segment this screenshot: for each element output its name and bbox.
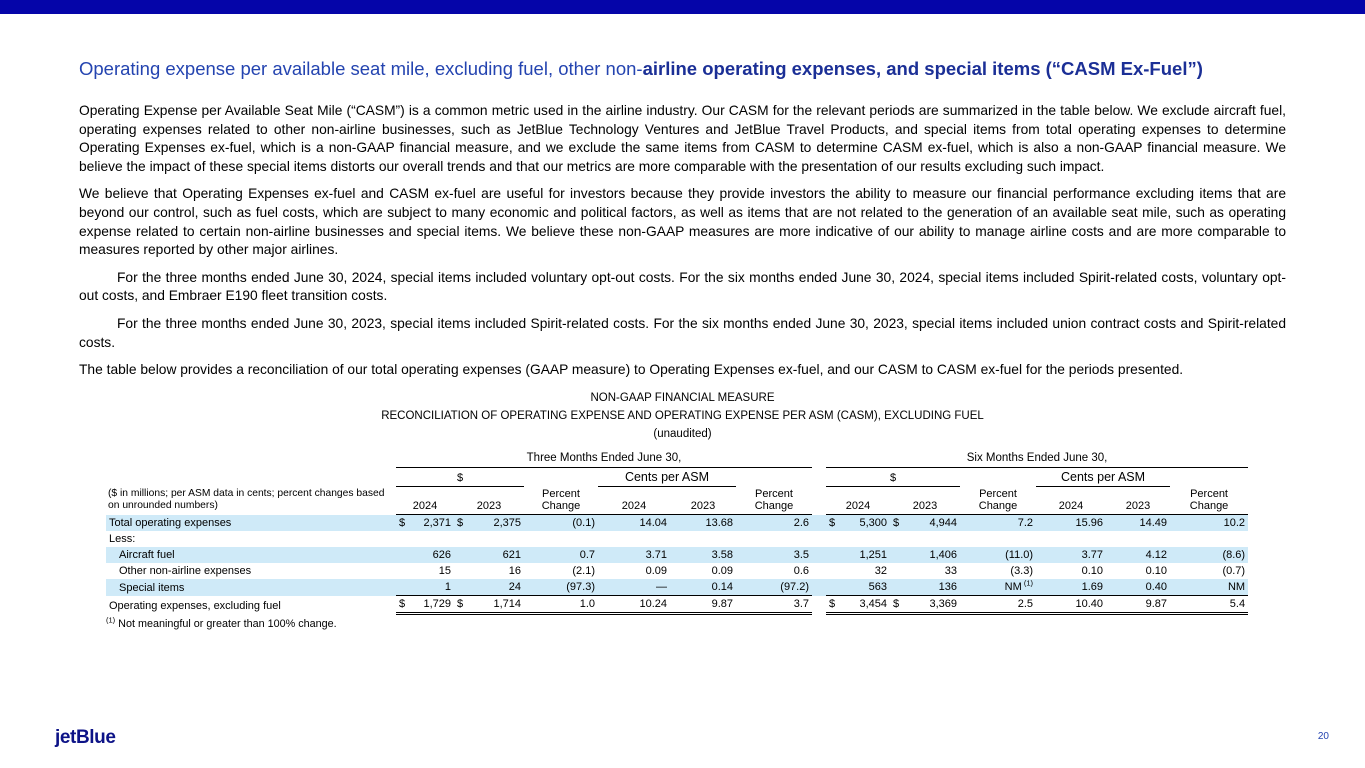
table-row	[106, 531, 1248, 547]
cell-number: 16	[508, 565, 521, 578]
group-gap	[812, 467, 826, 486]
currency-symbol: $	[457, 598, 464, 611]
col-header-2023: 2023	[454, 486, 524, 515]
cell-value	[826, 596, 890, 614]
cell-number: 24	[508, 581, 521, 594]
cell-number: 1.69	[1081, 581, 1104, 594]
row-label: Total operating expenses	[106, 515, 396, 532]
cell-value	[826, 515, 890, 532]
cell-number: NM $^{(1)}$	[1004, 578, 1034, 594]
cell-value	[598, 563, 670, 579]
cell-value	[524, 515, 598, 532]
cell-number: 3.71	[645, 549, 667, 562]
subheader-cents-per-asm: Cents per ASM	[1036, 467, 1170, 486]
row-label: Other non-airline expenses	[119, 565, 252, 578]
cell-value	[454, 547, 524, 563]
col-header-2024: 2024	[826, 486, 890, 515]
group-gap	[812, 486, 826, 515]
cell-value	[396, 596, 454, 614]
cell-number: 5.4	[1229, 598, 1246, 611]
cell-value	[736, 579, 812, 596]
cell-value	[524, 596, 598, 614]
cell-number: 1,714	[493, 598, 521, 611]
cell-number: 563	[868, 581, 888, 594]
cell-value	[960, 579, 1036, 596]
cell-number: 0.7	[579, 549, 595, 562]
cell-number: (11.0)	[1005, 549, 1034, 562]
table-title-line1: NON-GAAP FINANCIAL MEASURE	[590, 391, 775, 404]
cell-value	[598, 596, 670, 614]
table-header	[106, 450, 1248, 515]
cell-number: 3,454	[859, 598, 888, 611]
currency-symbol: $	[399, 598, 406, 611]
cell-value	[736, 596, 812, 614]
cell-value	[826, 563, 890, 579]
cell-value	[736, 563, 812, 579]
cell-number: 2,371	[423, 517, 451, 530]
cell-value	[1036, 596, 1106, 614]
cell-number: 33	[944, 565, 958, 578]
cell-number: (97.3)	[566, 581, 595, 594]
col-header-2024: 2024	[1036, 486, 1106, 515]
body-paragraph-4: For the three months ended June 30, 2023, special items included Spirit-related costs. For the six months ended June 30, 2023, special items included union contract costs and Spirit-related costs.	[79, 315, 1286, 350]
cell-number: 0.09	[711, 565, 733, 578]
body-paragraph-5: The table below provides a reconciliation of our total operating expenses (GAAP measure) to Operating Expenses ex-fuel, and our CASM to CASM ex-fuel for the periods presented.	[79, 362, 1184, 378]
group-gap	[812, 596, 826, 614]
cell-number: 0.09	[645, 565, 667, 578]
currency-symbol: $	[457, 517, 464, 530]
cell-number: 0.14	[711, 581, 733, 594]
cell-value	[890, 596, 960, 614]
cell-number: 3.5	[793, 549, 810, 562]
cell-number: 621	[502, 549, 521, 562]
group-gap	[812, 515, 826, 532]
page-number: 20	[1317, 731, 1329, 742]
currency-symbol: $	[399, 517, 406, 530]
cell-value	[890, 515, 960, 532]
cell-number: 136	[938, 581, 958, 594]
col-header-percent-change: Percent Change	[1170, 486, 1248, 515]
cell-number: 3.7	[793, 598, 810, 611]
cell-value	[396, 547, 454, 563]
cell-value	[736, 547, 812, 563]
cell-number: 4.12	[1145, 549, 1168, 562]
cell-number: 3.77	[1081, 549, 1104, 562]
table-row	[106, 547, 1248, 563]
row-label: Less:	[109, 533, 136, 546]
currency-symbol: $	[893, 517, 900, 530]
cell-value	[960, 596, 1036, 614]
cell-number: 10.40	[1075, 598, 1104, 611]
cell-number: 4,944	[929, 517, 958, 530]
col-header-2024: 2024	[598, 486, 670, 515]
cell-value	[670, 547, 736, 563]
cell-number: NM	[1227, 581, 1246, 594]
row-label: Operating expenses, excluding fuel	[109, 599, 281, 612]
body-paragraph-2: We believe that Operating Expenses ex-fuel and CASM ex-fuel are useful for investors because they provide investors the ability to measure our financial performance excluding items that are beyond our control, such as fuel costs, which are subject to many economic and political factors, as well as items that are not related to the generation of an available seat mile, such as operating expense related to certain non-airline businesses and special items. We believe these non-GAAP measures are more indicative of our ability to manage airline costs and are more comparable to measures reported by other major airlines.	[79, 186, 1286, 258]
subheader-dollar: $	[396, 467, 524, 486]
cell-value	[1106, 547, 1170, 563]
cell-number: 5,300	[859, 517, 888, 530]
table-row	[106, 563, 1248, 579]
cell-value	[396, 579, 454, 596]
cell-value	[454, 579, 524, 596]
group-gap	[812, 547, 826, 563]
cell-value	[960, 547, 1036, 563]
cell-value	[670, 563, 736, 579]
cell-number: 1.0	[579, 598, 595, 611]
cell-number: 14.49	[1139, 517, 1168, 530]
cell-value	[454, 596, 524, 614]
cell-value	[1036, 547, 1106, 563]
table-row	[106, 596, 1248, 614]
cell-value	[598, 547, 670, 563]
footnote-text: Not meaningful or greater than 100% change.	[118, 618, 337, 631]
cell-number: (3.3)	[1010, 565, 1034, 578]
cell-value	[1036, 579, 1106, 596]
cell-value	[960, 563, 1036, 579]
cell-value	[826, 547, 890, 563]
cell-value	[890, 563, 960, 579]
footnote-marker: (1)	[106, 615, 116, 625]
subgroup-header-row	[106, 467, 1248, 486]
cell-number: 32	[874, 565, 888, 578]
subheader-dollar: $	[826, 467, 960, 486]
cell-value	[396, 515, 454, 532]
cell-value	[1106, 579, 1170, 596]
col-header-2023: 2023	[670, 486, 736, 515]
col-header-2023: 2023	[890, 486, 960, 515]
cell-number: 1,251	[859, 549, 888, 562]
cell-number: 7.2	[1017, 517, 1034, 530]
cell-number: 626	[432, 549, 451, 562]
cell-value	[454, 563, 524, 579]
table-row	[106, 515, 1248, 532]
group-header-row	[106, 450, 1248, 468]
subheader-cents-per-asm: Cents per ASM	[598, 467, 736, 486]
currency-symbol: $	[829, 598, 836, 611]
non-gaap-reconciliation-table	[106, 450, 1248, 616]
cell-number: 0.6	[793, 565, 810, 578]
cell-value	[524, 579, 598, 596]
top-accent-bar	[0, 0, 1365, 14]
cell-number: 9.87	[1145, 598, 1168, 611]
row-label: Special items	[106, 579, 396, 596]
col-header-percent-change: Percent Change	[960, 486, 1036, 515]
cell-value	[1170, 515, 1248, 532]
jetblue-logo: jetBlue	[55, 727, 116, 748]
footnote	[106, 615, 1286, 631]
row-label: Aircraft fuel	[106, 547, 396, 563]
cell-number: 15	[438, 565, 451, 578]
cell-value	[598, 579, 670, 596]
cell-value	[454, 515, 524, 532]
header-spacer	[106, 450, 396, 468]
cell-number: (97.2)	[780, 581, 810, 594]
table-title-line2: RECONCILIATION OF OPERATING EXPENSE AND OPERATING EXPENSE PER ASM (CASM), EXCLUDING FUEL	[381, 409, 984, 422]
cell-number: 1,729	[423, 598, 451, 611]
cell-number: 9.87	[711, 598, 733, 611]
cell-number: 2.5	[1017, 598, 1034, 611]
cell-value	[670, 579, 736, 596]
cell-number: (0.1)	[572, 517, 595, 530]
col-header-2023: 2023	[1106, 486, 1170, 515]
cell-number: 3,369	[929, 598, 958, 611]
cell-value	[960, 515, 1036, 532]
cell-value	[736, 515, 812, 532]
cell-number: —	[656, 581, 667, 594]
cell-number: 0.40	[1145, 581, 1168, 594]
content-area	[79, 14, 1286, 630]
currency-symbol: $	[893, 598, 900, 611]
cell-number: (8.6)	[1222, 549, 1246, 562]
group-gap	[812, 563, 826, 579]
table-measure-note: ($ in millions; per ASM data in cents; percent changes based on unrounded numbers)	[108, 487, 385, 512]
cell-number: 2,375	[493, 517, 521, 530]
cell-number: 14.04	[639, 517, 667, 530]
cell-value	[1106, 596, 1170, 614]
group-header-six-months: Six Months Ended June 30,	[826, 450, 1248, 468]
cell-value	[826, 579, 890, 596]
cell-value	[524, 563, 598, 579]
cell-number: 1	[444, 581, 451, 594]
header-spacer	[960, 467, 1036, 486]
empty-cells	[396, 531, 1248, 547]
cell-number: 15.96	[1075, 517, 1104, 530]
page-title-regular: Operating expense per available seat mile, excluding fuel, other non-	[79, 58, 643, 79]
group-gap	[812, 579, 826, 596]
header-spacer	[736, 467, 812, 486]
cell-number: (0.7)	[1222, 565, 1246, 578]
cell-value	[1106, 563, 1170, 579]
cell-value	[1170, 596, 1248, 614]
cell-number: 10.2	[1223, 517, 1246, 530]
col-header-2024: 2024	[396, 486, 454, 515]
header-spacer	[524, 467, 598, 486]
cell-number: 1,406	[929, 549, 958, 562]
page-title-bold: airline operating expenses, and special items (“CASM Ex-Fuel”)	[642, 58, 1203, 79]
table-title-line3: (unaudited)	[653, 427, 712, 440]
cell-number: (2.1)	[572, 565, 595, 578]
cell-value	[1170, 563, 1248, 579]
group-header-three-months: Three Months Ended June 30,	[396, 450, 812, 468]
cell-value	[890, 547, 960, 563]
body-paragraph-3: For the three months ended June 30, 2024, special items included voluntary opt-out costs. For the six months ended June 30, 2024, special items included Spirit-related costs, voluntary opt-out costs, and Embraer E190 fleet transition costs.	[79, 269, 1286, 304]
group-gap	[812, 450, 826, 468]
page-title	[79, 57, 1286, 80]
cell-number: 13.68	[705, 517, 733, 530]
col-header-percent-change: Percent Change	[736, 486, 812, 515]
cell-value	[670, 515, 736, 532]
cell-value	[524, 547, 598, 563]
cell-value	[598, 515, 670, 532]
currency-symbol: $	[829, 517, 836, 530]
cell-number: 3.58	[711, 549, 733, 562]
cell-number: 0.10	[1145, 565, 1168, 578]
cell-number: 0.10	[1081, 565, 1104, 578]
cell-value	[1170, 547, 1248, 563]
header-spacer	[1170, 467, 1248, 486]
cell-value	[1036, 563, 1106, 579]
table-body	[106, 515, 1248, 614]
cell-value	[1170, 579, 1248, 596]
footnote-ref: (1)	[1021, 578, 1034, 588]
cell-value	[890, 579, 960, 596]
cell-number: 2.6	[793, 517, 810, 530]
col-header-percent-change: Percent Change	[524, 486, 598, 515]
cell-value	[670, 596, 736, 614]
cell-value	[1106, 515, 1170, 532]
cell-number: 10.24	[639, 598, 667, 611]
body-paragraph-1: Operating Expense per Available Seat Mile (“CASM”) is a common metric used in the airline industry. Our CASM for the relevant periods are summarized in the table below. We exclude aircraft fuel, operating expenses related to other non-airline businesses, such as JetBlue Technology Ventures and JetBlue Travel Products, and special items from total operating expenses to determine Operating Expenses ex-fuel, which is a non-GAAP financial measure, and we exclude the same items from CASM to determine CASM ex-fuel, which is also a non-GAAP financial measure. We believe the impact of these special items distorts our overall trends and that our metrics are more comparable with the presentation of our results excluding such impact.	[79, 103, 1286, 174]
cell-value	[396, 563, 454, 579]
cell-value	[1036, 515, 1106, 532]
table-row	[106, 579, 1248, 596]
